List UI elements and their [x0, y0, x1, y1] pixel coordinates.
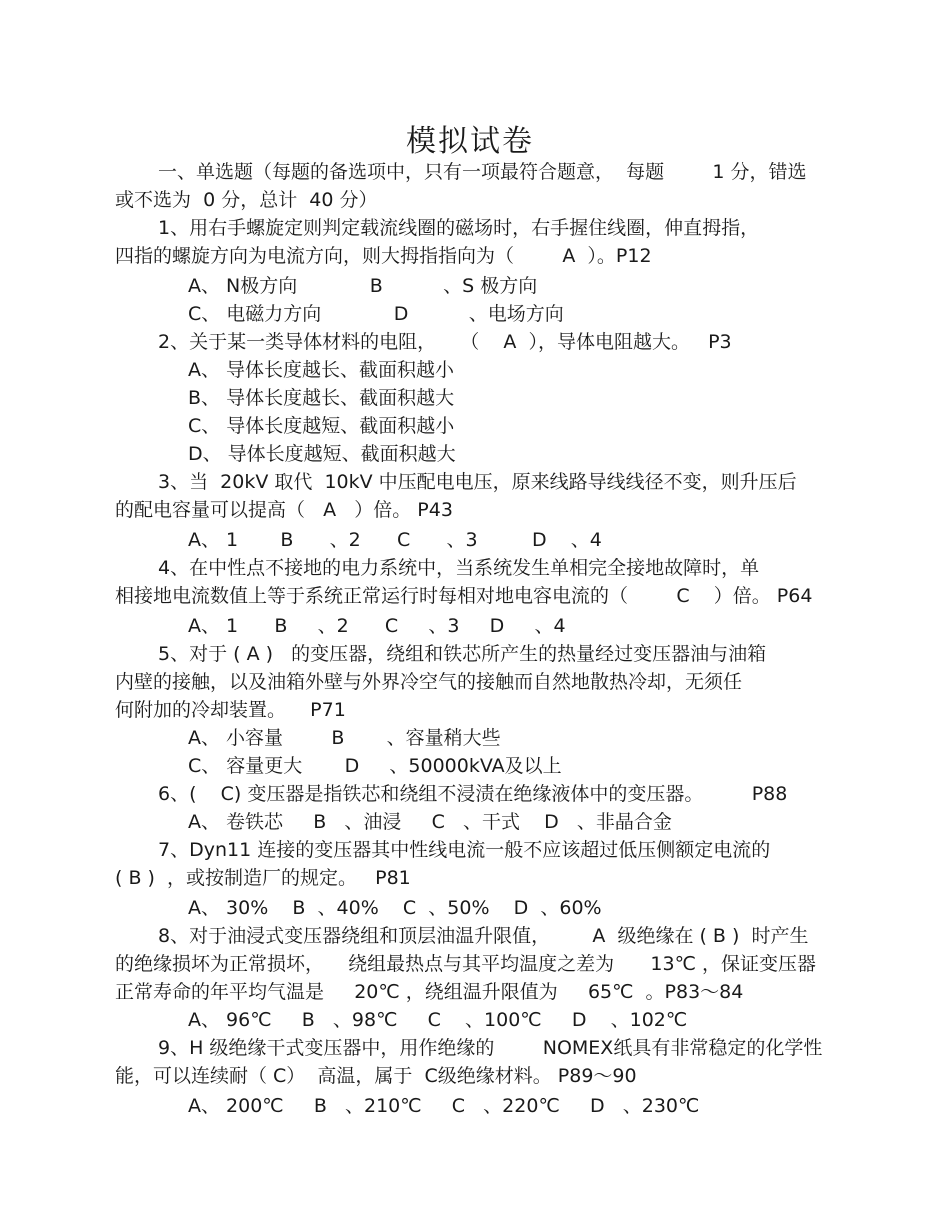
- text-line: 7、Dyn11 连接的变压器其中性线电流一般不应该超过低压侧额定电流的: [158, 839, 771, 861]
- text-line: 2、关于某一类导体材料的电阻， （ A ），导体电阻越大。 P3: [158, 331, 732, 353]
- text-line: 6、( C) 变压器是指铁芯和绕组不浸渍在绝缘液体中的变压器。 P88: [158, 783, 788, 805]
- text-line: 9、H 级绝缘干式变压器中，用作绝缘的 NOMEX纸具有非常稳定的化学性: [158, 1037, 823, 1059]
- text-line: D、 导体长度越短、截面积越大: [188, 443, 456, 465]
- text-line: 3、当 20kV 取代 10kV 中压配电电压，原来线路导线线径不变，则升压后: [158, 471, 797, 493]
- text-line: C、 导体长度越短、截面积越小: [188, 415, 455, 437]
- text-line: A、 卷铁芯 B 、油浸 C 、干式 D 、非晶合金: [188, 811, 672, 833]
- text-line: 的绝缘损坏为正常损坏， 绕组最热点与其平均温度之差为 13℃ ，保证变压器: [115, 953, 816, 975]
- text-line: A、 1 B 、2 C 、3 D 、4: [188, 615, 566, 637]
- text-line: 正常寿命的年平均气温是 20℃ ，绕组温升限值为 65℃ 。P83～84: [115, 981, 744, 1003]
- text-line: 何附加的冷却装置。 P71: [115, 699, 346, 721]
- text-line: 相接地电流数值上等于系统正常运行时每相对地电容电流的（ C ）倍。 P64: [115, 585, 813, 607]
- text-line: 内壁的接触，以及油箱外壁与外界冷空气的接触而自然地散热冷却，无须任: [115, 671, 743, 693]
- text-line: C、 容量更大 D 、50000kVA及以上: [188, 755, 562, 777]
- text-line: 或不选为 0 分，总计 40 分）: [115, 189, 378, 211]
- text-line: 的配电容量可以提高（ A ）倍。 P43: [115, 499, 453, 521]
- text-line: ( B ) ，或按制造厂的规定。 P81: [115, 867, 411, 889]
- text-line: A、 1 B 、2 C 、3 D 、4: [188, 529, 602, 551]
- text-line: 一、单选题（每题的备选项中，只有一项最符合题意， 每题 1 分，错选: [158, 161, 807, 183]
- text-line: 1、用右手螺旋定则判定载流线圈的磁场时，右手握住线圈，伸直拇指，: [158, 217, 760, 239]
- text-line: A、 导体长度越长、截面积越小: [188, 359, 455, 381]
- text-line: A、 30% B 、40% C 、50% D 、60%: [188, 897, 602, 919]
- text-line: A、 小容量 B 、容量稍大些: [188, 727, 501, 749]
- text-line: 8、对于油浸式变压器绕组和顶层油温升限值， A 级绝缘在 ( B ) 时产生: [158, 925, 809, 947]
- text-line: C、 电磁力方向 D 、电场方向: [188, 303, 564, 325]
- text-line: 四指的螺旋方向为电流方向，则大拇指指向为（ A ）。P12: [115, 245, 652, 267]
- text-line: A、 96℃ B 、98℃ C 、100℃ D 、102℃: [188, 1009, 688, 1031]
- page-title: 模拟试卷: [406, 124, 534, 159]
- text-line: 4、在中性点不接地的电力系统中，当系统发生单相完全接地故障时，单: [158, 557, 760, 579]
- text-line: A、 200℃ B 、210℃ C 、220℃ D 、230℃: [188, 1095, 700, 1117]
- text-line: 5、对于 ( A ) 的变压器，绕组和铁芯所产生的热量经过变压器油与油箱: [158, 643, 767, 665]
- text-line: B、 导体长度越长、截面积越大: [188, 387, 455, 409]
- text-line: A、 N极方向 B 、S 极方向: [188, 275, 538, 297]
- text-line: 能，可以连续耐（ C） 高温，属于 C级绝缘材料。 P89～90: [115, 1065, 637, 1087]
